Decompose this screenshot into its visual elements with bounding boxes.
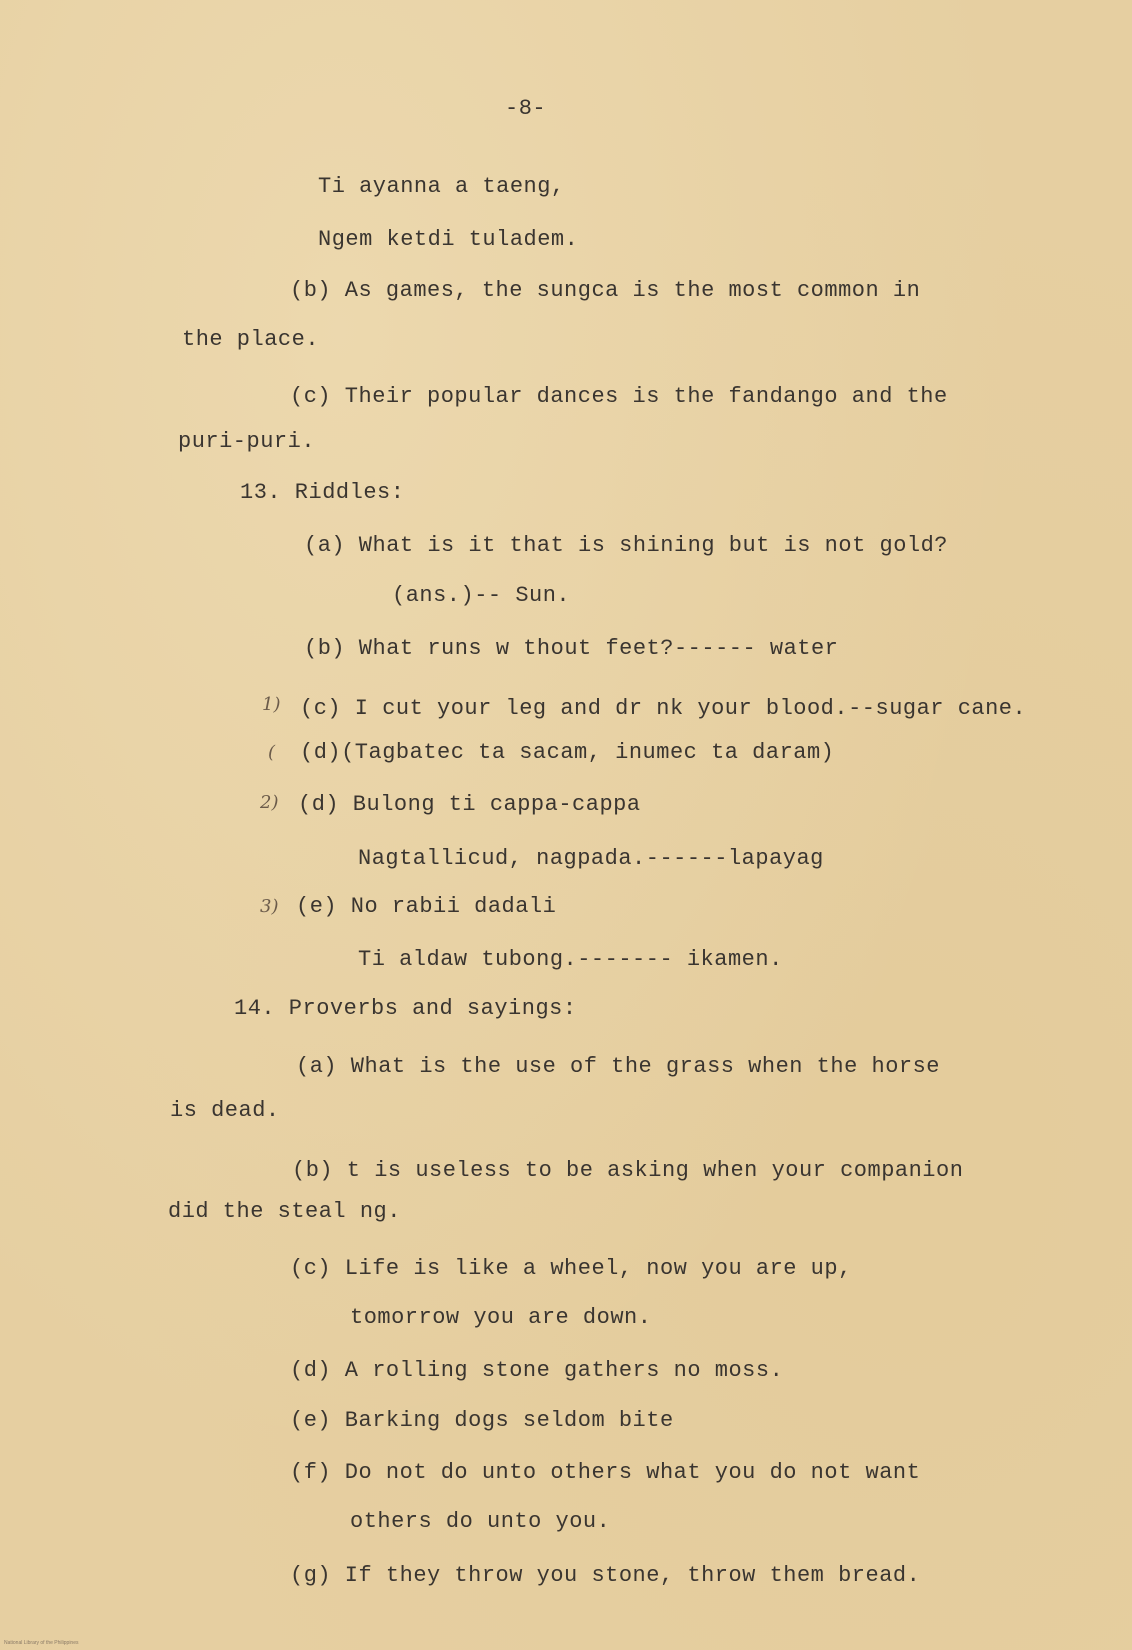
text-line: (d)(Tagbatec ta sacam, inumec ta daram) [300,740,835,765]
text-line: the place. [182,327,320,352]
text-line: (d) A rolling stone gathers no moss. [290,1358,784,1383]
text-line: (a) What is the use of the grass when the horse [296,1054,941,1079]
text-line: (b) As games, the sungca is the most common in [290,278,921,303]
text-line: (d) Bulong ti cappa-cappa [298,792,641,817]
text-line: Nagtallicud, nagpada.------lapayag [358,846,824,871]
text-line: Ti aldaw tubong.------- ikamen. [358,947,783,972]
margin-mark: ( [268,742,276,763]
text-line: 14. Proverbs and sayings: [234,996,577,1021]
text-line: puri-puri. [178,429,316,454]
text-line: is dead. [170,1098,280,1123]
text-line: others do unto you. [350,1509,611,1534]
text-line: (ans.)-- Sun. [392,583,571,608]
text-line: (c) I cut your leg and dr nk your blood.--sugar cane. [300,696,1027,721]
text-line: tomorrow you are down. [350,1305,652,1330]
margin-mark: 3) [260,896,279,917]
text-line: (e) Barking dogs seldom bite [290,1408,674,1433]
text-line: (c) Their popular dances is the fandango and the [290,384,948,409]
text-line: did the steal ng. [168,1199,401,1224]
footer-credit: National Library of the Philippines [4,1640,79,1646]
page-number: -8- [505,96,547,121]
text-line: Ngem ketdi tuladem. [318,227,579,252]
text-line: (g) If they throw you stone, throw them bread. [290,1563,921,1588]
text-line: 13. Riddles: [240,480,405,505]
text-line: Ti ayanna a taeng, [318,174,565,199]
text-line: (c) Life is like a wheel, now you are up, [290,1256,852,1281]
text-line: (f) Do not do unto others what you do not want [290,1460,921,1485]
text-line: (e) No rabii dadali [296,894,557,919]
text-line: (b) t is useless to be asking when your companion [292,1158,964,1183]
text-line: (b) What runs w thout feet?------ water [304,636,839,661]
margin-mark: 1) [262,694,281,715]
margin-mark: 2) [260,792,279,813]
text-line: (a) What is it that is shining but is not gold? [304,533,949,558]
